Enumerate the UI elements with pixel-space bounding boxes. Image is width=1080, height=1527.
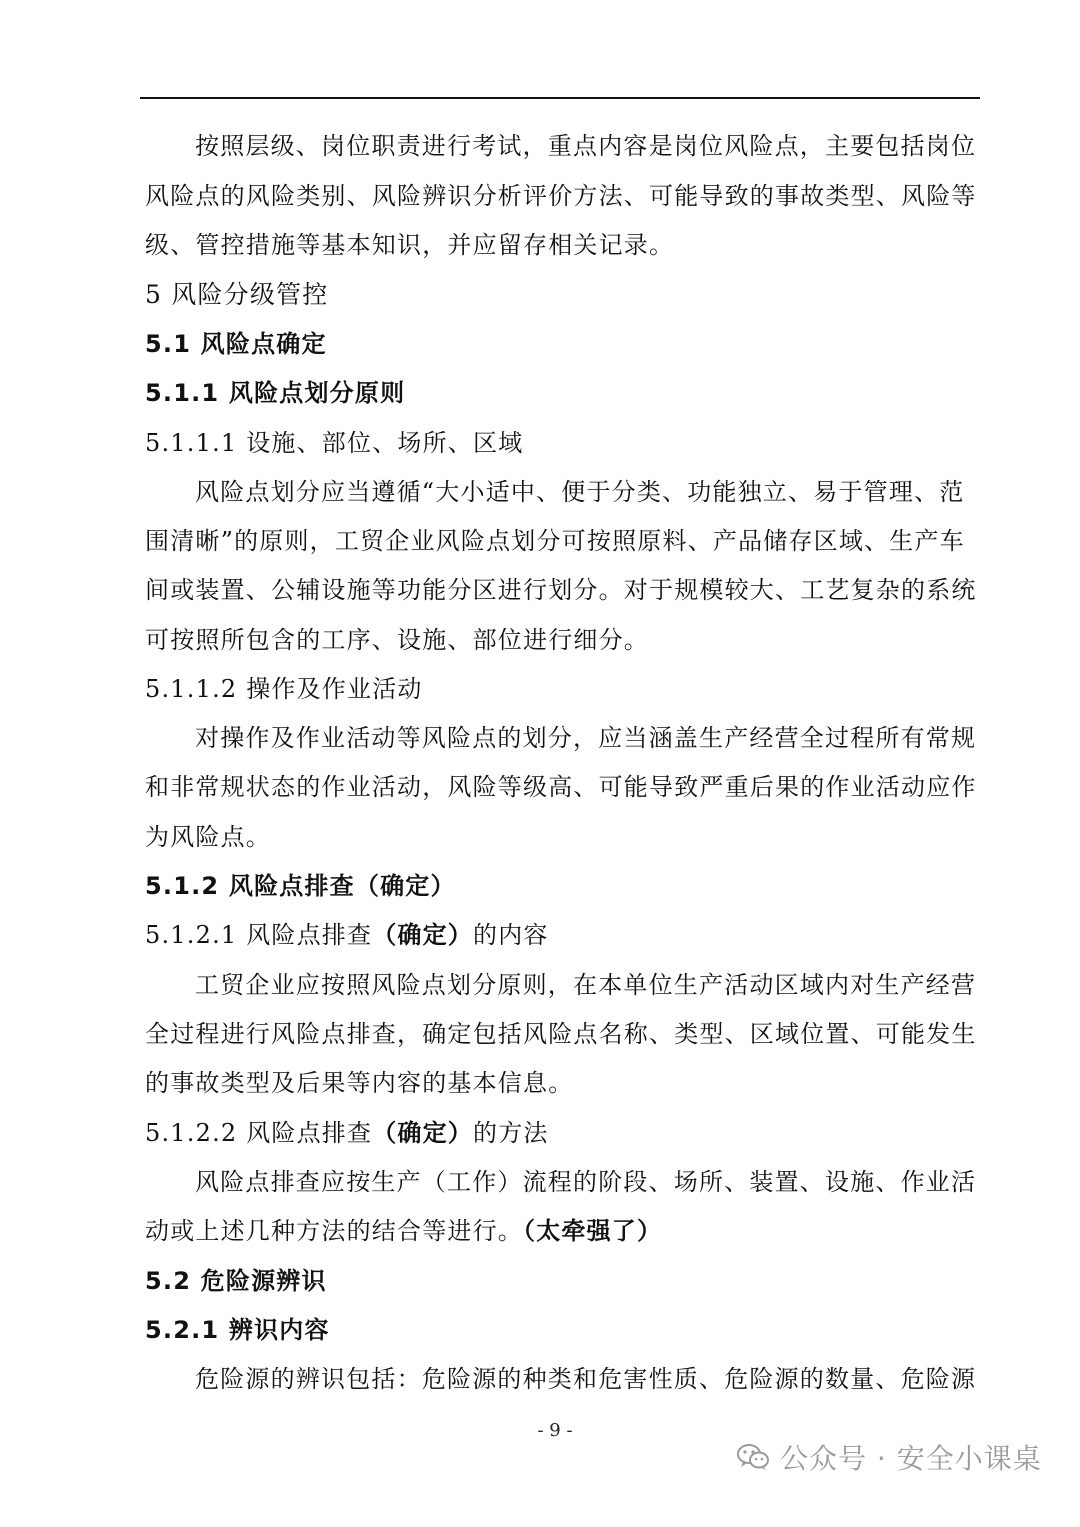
clause-heading-emphasis: （确定） [372,921,474,949]
clause-heading: 5.1.1.1 设施、部位、场所、区域 [145,429,524,457]
paragraph-text: 动或上述几种方法的结合等进行。 [145,1217,523,1245]
paragraph-line: 危险源的辨识包括：危险源的种类和危害性质、危险源的数量、危险源 [195,1365,977,1393]
paragraph-line: 围清晰”的原则，工贸企业风险点划分可按照原料、产品储存区域、生产车 [145,527,965,555]
clause-heading-text: 5.1.2.2 风险点排查 [145,1119,373,1147]
watermark-text: 公众号 · 安全小课桌 [780,1442,1042,1475]
paragraph-line: 工贸企业应按照风险点划分原则，在本单位生产活动区域内对生产经营 [195,971,977,999]
subsection-heading: 5.2 危险源辨识 [145,1267,327,1295]
paragraph-line: 的事故类型及后果等内容的基本信息。 [145,1069,574,1097]
clause-heading-emphasis: （确定） [372,1119,474,1147]
annotation-text: （太牵强了） [523,1217,663,1245]
subsection-heading: 5.1 风险点确定 [145,330,327,358]
section-heading: 5 风险分级管控 [145,280,329,309]
paragraph-line: 可按照所包含的工序、设施、部位进行细分。 [145,626,649,654]
paragraph-line: 按照层级、岗位职责进行考试，重点内容是岗位风险点，主要包括岗位 [195,132,977,160]
clause-heading-text: 的方法 [473,1119,549,1147]
paragraph-line: 风险点排查应按生产（工作）流程的阶段、场所、装置、设施、作业活 [195,1168,977,1196]
clause-heading [145,1117,980,1149]
clause-heading: 5.1.1.2 操作及作业活动 [145,675,423,703]
clause-heading-text: 5.1.2.1 风险点排查 [145,921,373,949]
page-number: - 9 - [537,1420,573,1441]
paragraph-line: 风险点划分应当遵循“大小适中、便于分类、功能独立、易于管理、范 [195,478,965,506]
paragraph-line: 级、管控措施等基本知识，并应留存相关记录。 [145,231,675,259]
paragraph-line: 间或装置、公辅设施等功能分区进行划分。对于规模较大、工艺复杂的系统 [145,576,977,604]
clause-heading-text: 的内容 [473,921,549,949]
paragraph-line: 为风险点。 [145,823,271,851]
paragraph-line: 和非常规状态的作业活动，风险等级高、可能导致严重后果的作业活动应作 [145,773,977,801]
watermark [736,1437,1042,1477]
wechat-icon [736,1442,770,1472]
subsection-heading: 5.1.1 风险点划分原则 [145,379,406,407]
subsection-heading: 5.2.1 辨识内容 [145,1316,330,1344]
subsection-heading: 5.1.2 风险点排查（确定） [145,872,456,900]
paragraph-line: 风险点的风险类别、风险辨识分析评价方法、可能导致的事故类型、风险等 [145,182,977,210]
clause-heading [145,919,980,951]
paragraph-line: 全过程进行风险点排查，确定包括风险点名称、类型、区域位置、可能发生 [145,1020,977,1048]
paragraph-line: 对操作及作业活动等风险点的划分，应当涵盖生产经营全过程所有常规 [195,724,977,752]
paragraph-line [145,1215,980,1247]
header-rule [140,97,980,99]
